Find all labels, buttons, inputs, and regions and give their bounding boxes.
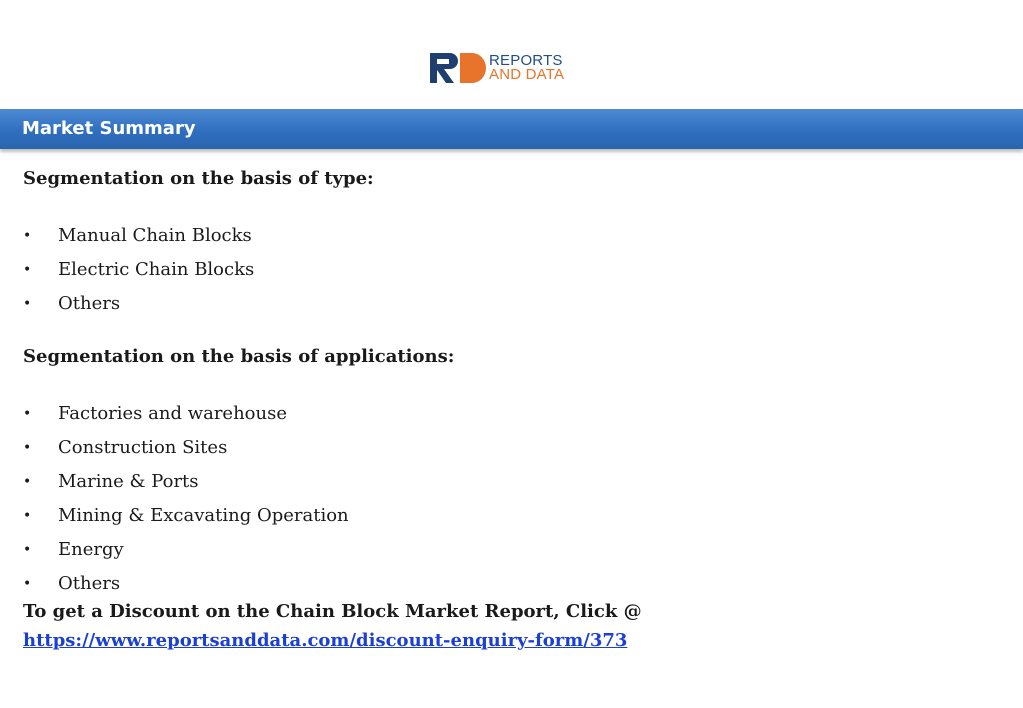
bullet-icon: • xyxy=(23,474,32,490)
list-item-label: Marine & Ports xyxy=(58,471,199,492)
list-item xyxy=(23,287,254,321)
discount-callout: To get a Discount on the Chain Block Market Report, Click @ xyxy=(23,601,642,622)
list-item xyxy=(23,533,349,567)
list-item xyxy=(23,397,349,431)
logo-line-1: REPORTS xyxy=(489,52,563,69)
type-segment-list xyxy=(23,219,254,321)
list-item-label: Electric Chain Blocks xyxy=(58,259,255,280)
bullet-icon: • xyxy=(23,406,32,422)
bullet-icon: • xyxy=(23,508,32,524)
list-item xyxy=(23,219,254,253)
discount-enquiry-link[interactable]: https://www.reportsanddata.com/discount-enquiry-form/373 xyxy=(23,630,628,651)
bullet-icon: • xyxy=(23,440,32,456)
list-item xyxy=(23,253,254,287)
bullet-icon: • xyxy=(23,576,32,592)
list-item-label: Factories and warehouse xyxy=(58,403,287,424)
application-segmentation-heading: Segmentation on the basis of applications: xyxy=(23,346,455,367)
logo-wordmark xyxy=(489,54,564,82)
reports-and-data-logo xyxy=(430,52,564,84)
logo-line-2: AND DATA xyxy=(489,66,565,83)
section-banner xyxy=(0,109,1023,149)
bullet-icon: • xyxy=(23,542,32,558)
bullet-icon: • xyxy=(23,228,32,244)
list-item-label: Manual Chain Blocks xyxy=(58,225,252,246)
list-item-label: Others xyxy=(58,573,121,594)
list-item xyxy=(23,465,349,499)
list-item-label: Others xyxy=(58,293,121,314)
list-item-label: Mining & Excavating Operation xyxy=(58,505,349,526)
banner-title: Market Summary xyxy=(22,118,196,139)
type-segmentation-heading: Segmentation on the basis of type: xyxy=(23,168,374,189)
list-item-label: Energy xyxy=(58,539,124,560)
rd-logo-icon xyxy=(430,53,486,83)
list-item xyxy=(23,499,349,533)
bullet-icon: • xyxy=(23,296,32,312)
list-item xyxy=(23,431,349,465)
list-item xyxy=(23,567,349,601)
list-item-label: Construction Sites xyxy=(58,437,228,458)
bullet-icon: • xyxy=(23,262,32,278)
application-segment-list xyxy=(23,397,349,601)
